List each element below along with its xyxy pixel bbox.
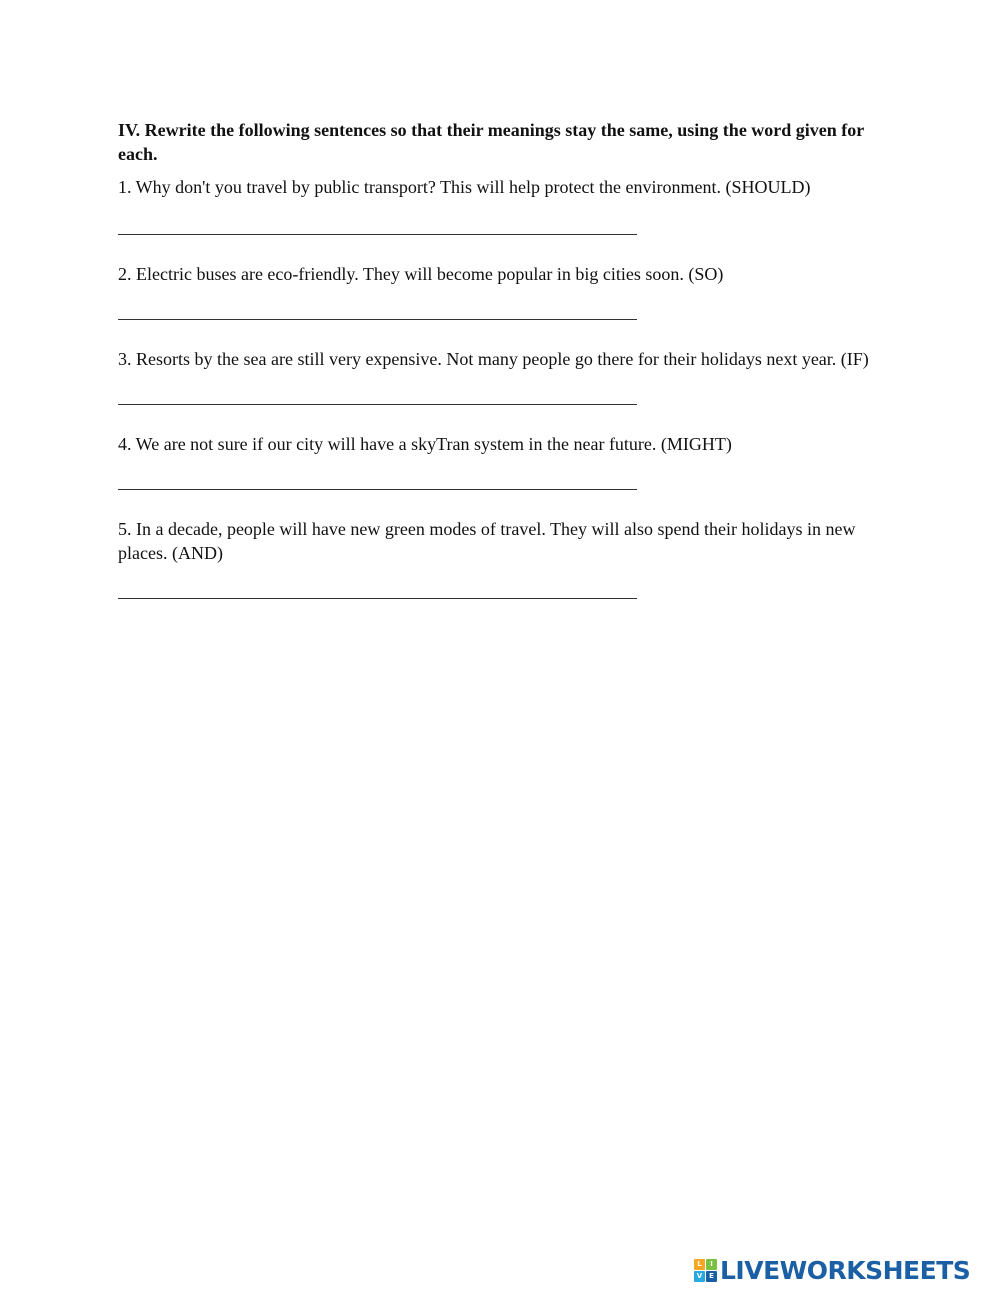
liveworksheets-logo bbox=[694, 1256, 970, 1284]
answer-line[interactable] bbox=[118, 234, 637, 235]
question-item bbox=[118, 432, 888, 490]
logo-mark-letter: L bbox=[694, 1259, 705, 1270]
logo-mark-icon bbox=[694, 1259, 717, 1282]
question-text: 4. We are not sure if our city will have a skyTran system in the near future. (MIGHT) bbox=[118, 434, 732, 454]
question-text: 3. Resorts by the sea are still very expensive. Not many people go there for their holidays next year. (IF) bbox=[118, 349, 869, 369]
answer-line[interactable] bbox=[118, 489, 637, 490]
logo-text: LIVEWORKSHEETS bbox=[720, 1255, 971, 1285]
question-text: 5. In a decade, people will have new green modes of travel. They will also spend their holidays in new places. (AND) bbox=[118, 519, 856, 563]
question-item bbox=[118, 347, 888, 405]
question-item bbox=[118, 262, 888, 320]
logo-mark-letter: E bbox=[706, 1271, 717, 1282]
logo-mark-letter: I bbox=[706, 1259, 717, 1270]
question-text: 1. Why don't you travel by public transport? This will help protect the environment. (SHOULD) bbox=[118, 177, 811, 197]
exercise-heading: IV. Rewrite the following sentences so that their meanings stay the same, using the word given for each. bbox=[118, 120, 864, 164]
answer-line[interactable] bbox=[118, 404, 637, 405]
question-item bbox=[118, 175, 888, 235]
worksheet bbox=[118, 118, 888, 626]
answer-line[interactable] bbox=[118, 319, 637, 320]
question-item bbox=[118, 517, 888, 599]
logo-mark-letter: V bbox=[694, 1271, 705, 1282]
question-text: 2. Electric buses are eco-friendly. They will become popular in big cities soon. (SO) bbox=[118, 264, 724, 284]
answer-line[interactable] bbox=[118, 598, 637, 599]
